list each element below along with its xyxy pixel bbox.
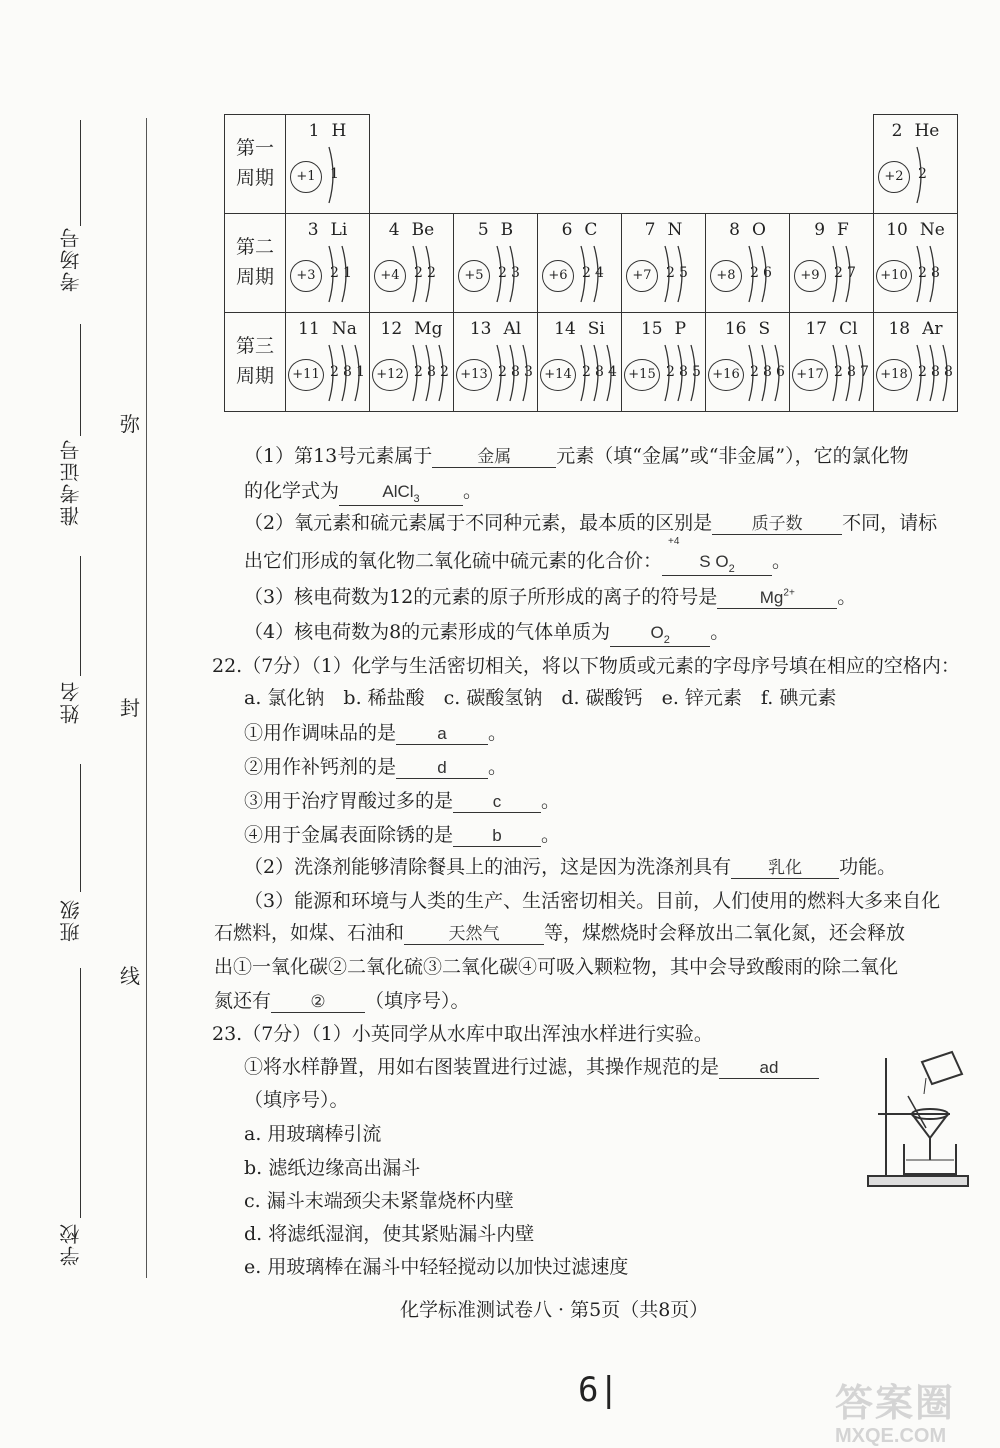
- atomic-number: 9: [814, 220, 826, 240]
- period-label-line: 第三: [235, 335, 274, 357]
- q21-p1-text: 元素（填“金属”或“非金属”），它的氯化物: [556, 445, 909, 467]
- electron-count: 4: [595, 265, 604, 281]
- atomic-number: 18: [888, 319, 911, 339]
- electron-shells: [494, 343, 538, 405]
- element-name: [454, 220, 537, 240]
- item-text: 。: [488, 756, 508, 778]
- element-name: [790, 220, 873, 240]
- nucleus-circle: +14: [540, 359, 576, 391]
- item-text: 功能。: [839, 856, 897, 878]
- q21-part4: [244, 617, 729, 647]
- atomic-number: 5: [477, 220, 489, 240]
- answer-text: b: [492, 826, 502, 845]
- element-name: [370, 319, 453, 339]
- element-name: [874, 121, 957, 141]
- electron-shells: [326, 244, 370, 306]
- element-cell: [874, 313, 958, 412]
- element-name: [706, 220, 789, 240]
- element-symbol: Si: [587, 319, 605, 339]
- electron-shells: [746, 343, 790, 405]
- element-cell: [790, 214, 874, 313]
- answer-blank: [404, 919, 544, 945]
- atomic-number: 17: [805, 319, 828, 339]
- nucleus-circle: +11: [288, 359, 324, 391]
- element-cell: [622, 214, 706, 313]
- item-text: ③用于治疗胃酸过多的是: [244, 790, 454, 812]
- q21-p1-text: 。: [463, 480, 483, 502]
- q23-item-1b: （填序号）。: [244, 1089, 349, 1111]
- nucleus-circle: +9: [794, 260, 826, 292]
- atomic-number: 1: [308, 121, 320, 141]
- electron-count: 2: [834, 265, 843, 281]
- q23-option-e: e. 用玻璃棒在漏斗中轻轻搅动以加快过滤速度: [244, 1256, 629, 1278]
- atomic-number: 16: [724, 319, 747, 339]
- watermark-small: MXQE.COM: [835, 1425, 947, 1447]
- nucleus-circle: +2: [878, 161, 910, 193]
- answer-blank: [610, 621, 710, 647]
- answer-text: c: [492, 792, 502, 811]
- q21-part2-line1: [244, 508, 937, 535]
- school-blank: [80, 968, 81, 1218]
- element-symbol: Cl: [839, 319, 858, 339]
- item-text: ②用作补钙剂的是: [244, 756, 397, 778]
- electron-count: 2: [750, 364, 759, 380]
- exam-room-blank: [80, 120, 81, 226]
- answer-superscript: 2+: [783, 587, 795, 599]
- period-label: [225, 313, 286, 412]
- name-blank: [80, 556, 81, 676]
- period-label-line: 第一: [235, 137, 274, 159]
- answer-blank: [662, 536, 772, 576]
- answer-text: ②: [310, 992, 326, 1011]
- element-cell: [790, 313, 874, 412]
- electron-shells: [662, 244, 706, 306]
- q22-item-1: [244, 718, 507, 745]
- nucleus-circle: +5: [458, 260, 490, 292]
- electron-count: 2: [582, 265, 591, 281]
- electron-count: 8: [931, 265, 940, 281]
- electron-count: 2: [666, 364, 675, 380]
- nucleus-circle: +18: [876, 359, 912, 391]
- electron-count: 7: [847, 265, 856, 281]
- electron-count: 3: [524, 364, 533, 380]
- element-cell: [454, 214, 538, 313]
- electron-count: 8: [931, 364, 940, 380]
- answer-blank: [712, 509, 842, 535]
- element-symbol: O: [751, 220, 766, 240]
- element-name: [286, 220, 369, 240]
- period-label-line: 周期: [235, 266, 274, 288]
- answer-blank: [453, 824, 541, 847]
- q22-item-2: [244, 752, 507, 779]
- element-name: [286, 121, 369, 141]
- electron-count: 6: [763, 265, 772, 281]
- q23-item-1: [244, 1052, 819, 1079]
- element-name: [706, 319, 789, 339]
- element-cell: [286, 214, 370, 313]
- q23-option-a: a. 用玻璃棒引流: [244, 1123, 382, 1145]
- electron-count: 2: [414, 265, 423, 281]
- item-text: 。: [541, 824, 561, 846]
- q23-option-d: d. 将滤纸湿润，使其紧贴漏斗内壁: [244, 1223, 535, 1245]
- electron-count: 8: [763, 364, 772, 380]
- period-row-2: [225, 214, 958, 313]
- element-name: [538, 319, 621, 339]
- q21-p2-text: （2）氧元素和硫元素属于不同种元素，最本质的区别是: [244, 512, 713, 534]
- electron-count: 5: [679, 265, 688, 281]
- answer-text: d: [437, 758, 447, 777]
- valence-mark: +4: [668, 536, 680, 547]
- electron-count: 2: [330, 364, 339, 380]
- electron-count: 7: [860, 364, 869, 380]
- answer-text: AlCl: [382, 482, 414, 501]
- element-name: [790, 319, 873, 339]
- item-text: 石燃料，如煤、石油和: [214, 922, 405, 944]
- filtration-apparatus-figure: [860, 1048, 980, 1196]
- electron-count: 2: [918, 364, 927, 380]
- element-name: [538, 220, 621, 240]
- atomic-number: 3: [307, 220, 319, 240]
- period-label-line: 周期: [235, 365, 274, 387]
- q22-part3-line1: （3）能源和环境与人类的生产、生活密切相关。目前，人们使用的燃料大多来自化: [244, 890, 941, 912]
- atomic-number: 6: [561, 220, 573, 240]
- q22-item-3: [244, 786, 560, 813]
- period-row-1: [225, 115, 958, 214]
- element-name: [874, 319, 957, 339]
- electron-shells: [326, 145, 370, 207]
- item-text: ①将水样静置，用如右图装置进行过滤，其操作规范的是: [244, 1056, 720, 1078]
- answer-text: S O: [699, 552, 729, 571]
- answer-text: 质子数: [751, 514, 803, 533]
- watermark: [835, 1372, 955, 1448]
- q21-part1-line1: [244, 441, 909, 468]
- element-cell: [370, 214, 454, 313]
- nucleus-circle: +10: [876, 260, 912, 292]
- electron-count: 4: [608, 364, 617, 380]
- electron-count: 1: [343, 265, 352, 281]
- element-cell: [622, 313, 706, 412]
- answer-blank: [396, 756, 488, 779]
- answer-blank: [396, 722, 488, 745]
- electron-count: 2: [918, 166, 927, 182]
- binding-line: [146, 118, 147, 1278]
- answer-text: 天然气: [448, 924, 500, 943]
- electron-count: 2: [750, 265, 759, 281]
- answer-subscript: 2: [663, 633, 670, 646]
- q23-option-b: b. 滤纸边缘高出漏斗: [244, 1157, 421, 1179]
- element-symbol: Al: [503, 319, 522, 339]
- period-label-line: 第二: [235, 236, 274, 258]
- item-text: 。: [488, 722, 508, 744]
- answer-blank: [719, 1056, 819, 1079]
- element-symbol: Ar: [922, 319, 943, 339]
- element-name: [370, 220, 453, 240]
- answer-subscript: 3: [413, 492, 420, 505]
- q21-p1-text: 的化学式为: [244, 480, 340, 502]
- q21-p2-text: 。: [772, 550, 792, 572]
- electron-shells: [326, 343, 370, 405]
- answer-text: a: [437, 724, 447, 743]
- school-label: 学校: [59, 1222, 83, 1266]
- nucleus-circle: +7: [626, 260, 658, 292]
- electron-shells: [830, 343, 874, 405]
- answer-subscript: 2: [728, 562, 735, 575]
- nucleus-circle: +13: [456, 359, 492, 391]
- nucleus-circle: +15: [624, 359, 660, 391]
- electron-count: 2: [834, 364, 843, 380]
- period-label-line: 周期: [235, 167, 274, 189]
- handwritten-page-number: 6|: [578, 1370, 619, 1410]
- period-label: [225, 115, 286, 214]
- ticket-label: 准考证号: [59, 438, 83, 526]
- electron-count: 2: [414, 364, 423, 380]
- name-label: 姓名: [59, 680, 83, 724]
- atomic-number: 15: [640, 319, 663, 339]
- element-symbol: B: [500, 220, 514, 240]
- watermark-big: 答案圈: [835, 1383, 956, 1425]
- electron-count: 8: [343, 364, 352, 380]
- q23-header: 23.（7分）（1）小英同学从水库中取出浑浊水样进行实验。: [212, 1023, 713, 1045]
- answer-blank: [432, 442, 556, 468]
- atomic-number: 13: [469, 319, 492, 339]
- nucleus-circle: +8: [710, 260, 742, 292]
- electron-count: 2: [498, 364, 507, 380]
- element-name: [286, 319, 369, 339]
- electron-count: 8: [679, 364, 688, 380]
- element-symbol: Na: [331, 319, 357, 339]
- answer-blank: [453, 790, 541, 813]
- q22-part3-line2: [214, 918, 905, 945]
- q21-p4-text: 。: [710, 621, 730, 643]
- periodic-table: [224, 114, 958, 412]
- item-text: 。: [541, 790, 561, 812]
- atomic-number: 8: [729, 220, 740, 240]
- electron-shells: [578, 244, 622, 306]
- electron-shells: [830, 244, 874, 306]
- item-text: 等，煤燃烧时会释放出二氧化氮，还会释放: [544, 922, 906, 944]
- exam-room-label: 考场号: [59, 226, 83, 292]
- nucleus-circle: +16: [708, 359, 744, 391]
- nucleus-circle: +12: [372, 359, 408, 391]
- item-text: ①用作调味品的是: [244, 722, 397, 744]
- electron-count: 8: [595, 364, 604, 380]
- atomic-number: 14: [554, 319, 576, 339]
- answer-text: 金属: [477, 447, 512, 466]
- nucleus-circle: +6: [542, 260, 574, 292]
- nucleus-circle: +3: [290, 260, 322, 292]
- q22-header: 22.（7分）（1）化学与生活密切相关，将以下物质或元素的字母序号填在相应的空格内：: [212, 655, 960, 677]
- electron-count: 1: [330, 166, 339, 182]
- element-symbol: Li: [330, 220, 348, 240]
- element-symbol: N: [667, 220, 683, 240]
- element-symbol: F: [837, 220, 849, 240]
- q21-p2-text: 不同，请标: [842, 512, 938, 534]
- answer-blank: [339, 480, 463, 506]
- electron-count: 2: [666, 265, 675, 281]
- q21-p3-text: （3）核电荷数为12的元素的原子所形成的离子的符号是: [244, 586, 718, 608]
- element-cell: [706, 214, 790, 313]
- nucleus-circle: +4: [374, 260, 406, 292]
- answer-text: O: [650, 623, 664, 642]
- element-cell: [706, 313, 790, 412]
- period-label: [225, 214, 286, 313]
- q21-p2-text: 出它们形成的氧化物二氧化硫中硫元素的化合价：: [244, 550, 663, 572]
- atomic-number: 2: [891, 121, 903, 141]
- item-text: ④用于金属表面除锈的是: [244, 824, 454, 846]
- q21-p3-text: 。: [837, 586, 857, 608]
- electron-count: 6: [776, 364, 785, 380]
- atomic-number: 7: [644, 220, 656, 240]
- element-cell: [286, 313, 370, 412]
- q22-part3-line4: [214, 986, 470, 1013]
- atomic-number: 11: [298, 319, 320, 339]
- ticket-blank: [80, 324, 81, 436]
- atomic-number: 4: [388, 220, 400, 240]
- answer-text: 乳化: [768, 858, 803, 877]
- q21-part2-line2: [244, 536, 792, 576]
- electron-count: 8: [511, 364, 520, 380]
- table-gap: [370, 115, 874, 214]
- element-symbol: H: [331, 121, 347, 141]
- answer-blank: [271, 990, 365, 1013]
- period-row-3: [225, 313, 958, 412]
- electron-shells: [578, 343, 622, 405]
- seal-char-2: 封: [120, 696, 140, 720]
- element-name: [622, 220, 705, 240]
- electron-shells: [494, 244, 538, 306]
- electron-shells: [410, 244, 454, 306]
- page-footer: 化学标准测试卷八 · 第5页（共8页）: [400, 1299, 709, 1321]
- nucleus-circle: +17: [792, 359, 828, 391]
- electron-count: 3: [511, 265, 520, 281]
- electron-count: 2: [330, 265, 339, 281]
- electron-shells: [914, 244, 958, 306]
- answer-text: ad: [759, 1058, 779, 1077]
- q21-p4-text: （4）核电荷数为8的元素形成的气体单质为: [244, 621, 611, 643]
- q22-part2: [244, 852, 896, 879]
- q22-options: a. 氯化钠 b. 稀盐酸 c. 碳酸氢钠 d. 碳酸钙 e. 锌元素 f. 碘元素: [244, 687, 837, 709]
- q22-part3-line3: 出①一氧化碳②二氧化硫③二氧化碳④可吸入颗粒物，其中会导致酸雨的除二氧化: [214, 956, 899, 978]
- element-symbol: Mg: [414, 319, 443, 339]
- q21-part1-line2: [244, 476, 482, 506]
- seal-char-1: 弥: [120, 412, 140, 436]
- element-cell-he: [874, 115, 958, 214]
- element-cell-h: [286, 115, 370, 214]
- element-symbol: Ne: [919, 220, 945, 240]
- q21-part3: [244, 582, 856, 609]
- electron-count: 8: [427, 364, 436, 380]
- electron-count: 8: [847, 364, 856, 380]
- electron-count: 5: [692, 364, 701, 380]
- electron-shells: [746, 244, 790, 306]
- element-symbol: Be: [411, 220, 435, 240]
- element-cell: [874, 214, 958, 313]
- answer-blank: [731, 853, 839, 879]
- element-symbol: C: [584, 220, 598, 240]
- item-text: （填序号）。: [365, 990, 470, 1012]
- q21-p1-text: （1）第13号元素属于: [244, 445, 433, 467]
- atomic-number: 10: [886, 220, 908, 240]
- element-cell: [370, 313, 454, 412]
- element-name: [454, 319, 537, 339]
- element-cell: [538, 313, 622, 412]
- element-name: [874, 220, 957, 240]
- atomic-number: 12: [380, 319, 403, 339]
- element-symbol: P: [674, 319, 687, 339]
- electron-count: 2: [498, 265, 507, 281]
- class-label: 班级: [59, 898, 83, 942]
- electron-count: 1: [356, 364, 365, 380]
- nucleus-circle: +1: [290, 161, 322, 193]
- electron-count: 2: [440, 364, 449, 380]
- seal-char-3: 线: [120, 964, 140, 988]
- q22-item-4: [244, 820, 560, 847]
- element-symbol: S: [758, 319, 771, 339]
- item-text: 氮还有: [214, 990, 272, 1012]
- electron-shells: [914, 145, 958, 207]
- answer-blank: [717, 586, 837, 609]
- element-cell: [454, 313, 538, 412]
- item-text: （2）洗涤剂能够清除餐具上的油污，这是因为洗涤剂具有: [244, 856, 732, 878]
- electron-count: 2: [918, 265, 927, 281]
- answer-text: Mg: [759, 588, 784, 607]
- electron-shells: [410, 343, 454, 405]
- electron-shells: [914, 343, 958, 405]
- element-name: [622, 319, 705, 339]
- q23-option-c: c. 漏斗末端颈尖未紧靠烧杯内壁: [244, 1190, 514, 1212]
- electron-count: 2: [427, 265, 436, 281]
- element-symbol: He: [914, 121, 940, 141]
- electron-count: 8: [944, 364, 953, 380]
- class-blank: [80, 764, 81, 892]
- electron-count: 2: [582, 364, 591, 380]
- electron-shells: [662, 343, 706, 405]
- element-cell: [538, 214, 622, 313]
